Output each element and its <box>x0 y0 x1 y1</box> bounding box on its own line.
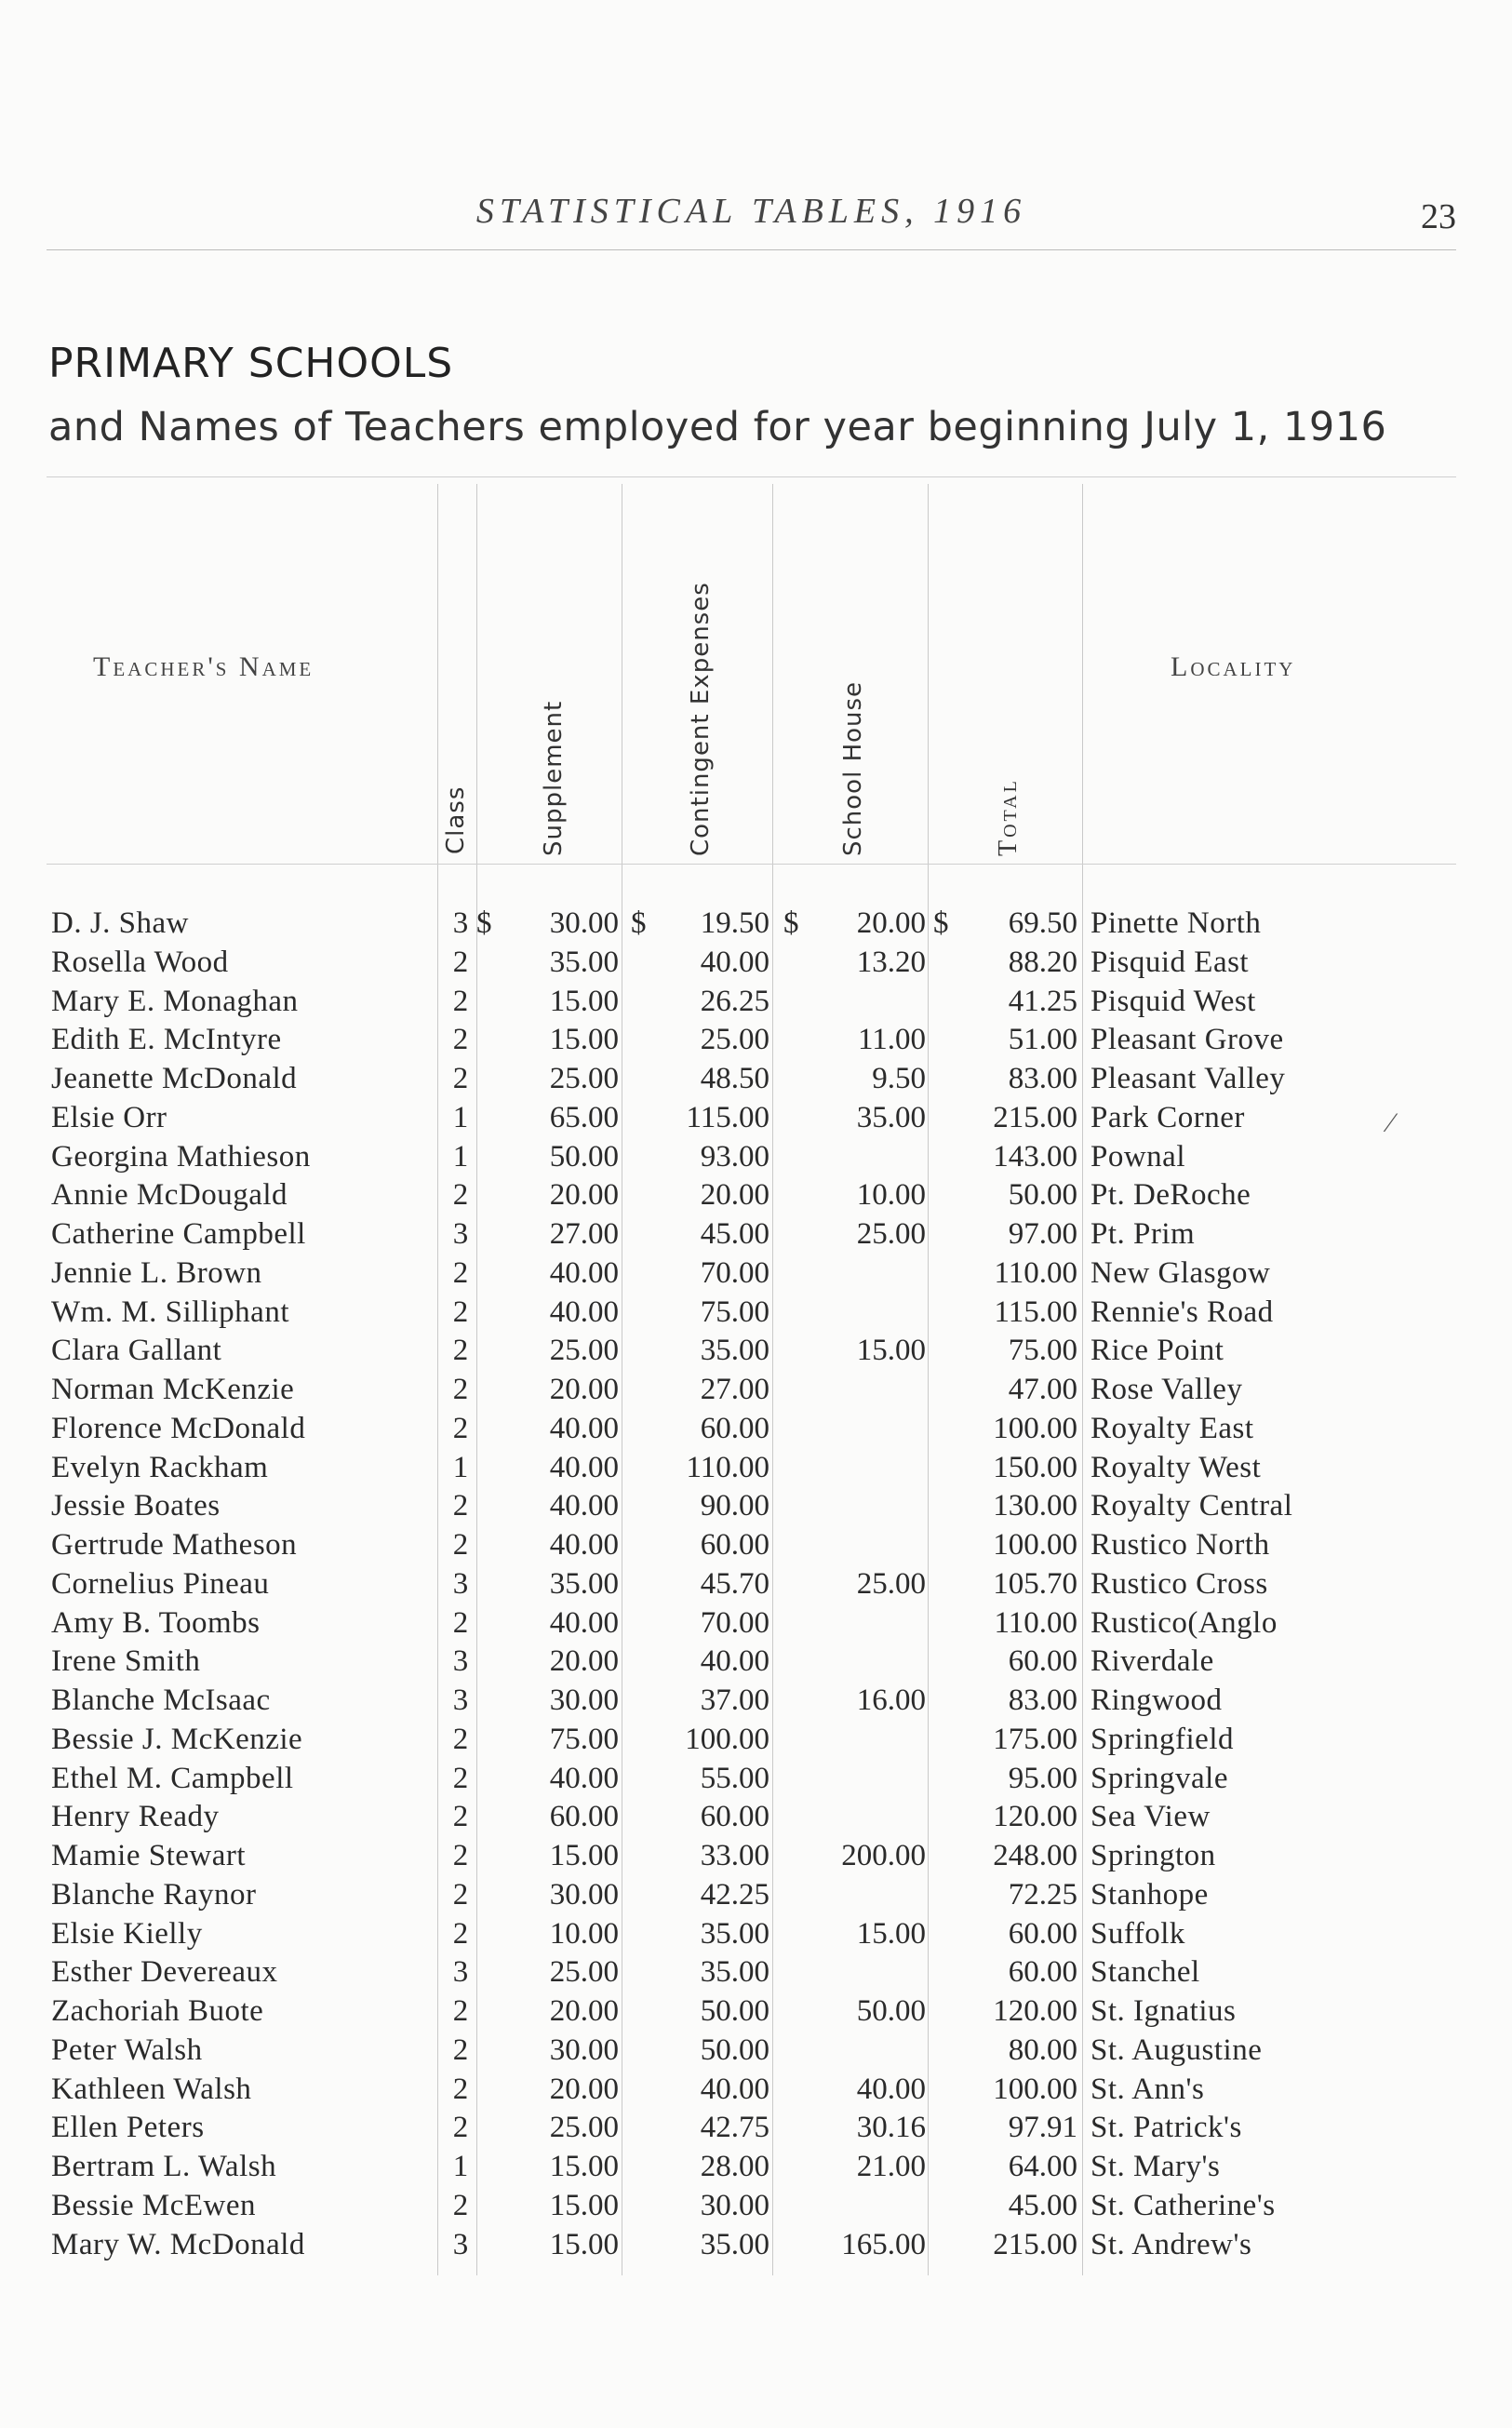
locality-name: Pownal <box>1091 1139 1185 1174</box>
contingent-value: 48.50 <box>700 1062 769 1095</box>
contingent-value: 60.00 <box>700 1528 769 1562</box>
total-value: 83.00 <box>1008 1062 1077 1095</box>
table-row <box>0 1138 1512 1177</box>
total-value: 115.00 <box>994 1294 1077 1329</box>
school-house-value: 165.00 <box>841 2227 926 2261</box>
table-row <box>0 1876 1512 1915</box>
table-row <box>0 2071 1512 2110</box>
class-value: 2 <box>452 1528 469 1562</box>
locality-name: Rose Valley <box>1091 1373 1243 1406</box>
class-value: 2 <box>452 1255 469 1290</box>
locality-name: St. Andrew's <box>1091 2227 1252 2261</box>
locality-name: Springvale <box>1091 1761 1228 1795</box>
supplement-value: 30.00 <box>549 2032 619 2067</box>
supplement-value: 15.00 <box>549 2150 619 2183</box>
contingent-value: 115.00 <box>686 1100 769 1134</box>
total-value: 143.00 <box>993 1139 1077 1174</box>
check-mark: ⁄ <box>1388 1107 1394 1138</box>
table-row <box>0 1060 1512 1099</box>
total-value: 120.00 <box>993 1994 1077 2028</box>
supplement-value: 20.00 <box>549 1373 619 1406</box>
class-value: 2 <box>452 1877 469 1912</box>
total-value: 88.20 <box>1008 945 1077 979</box>
teacher-name: Henry Ready <box>51 1800 220 1834</box>
locality-name: Stanchel <box>1091 1955 1200 1990</box>
supplement-value: 15.00 <box>549 984 619 1018</box>
header-rule <box>47 249 1456 250</box>
teacher-table-body <box>0 905 1512 2264</box>
teacher-name: Mamie Stewart <box>51 1839 247 1872</box>
school-house-value: 15.00 <box>856 1916 926 1951</box>
locality-name: St. Ignatius <box>1091 1994 1237 2028</box>
total-value: 110.00 <box>994 1255 1077 1290</box>
class-value: 2 <box>452 2111 469 2145</box>
class-value: 1 <box>452 1100 469 1134</box>
table-row <box>0 1992 1512 2032</box>
contingent-value: 50.00 <box>700 2032 769 2067</box>
table-row <box>0 1798 1512 1837</box>
locality-name: Rennie's Road <box>1091 1294 1274 1329</box>
class-value: 2 <box>452 984 469 1018</box>
locality-name: Royalty East <box>1091 1411 1254 1445</box>
total-value: 175.00 <box>993 1722 1077 1756</box>
locality-name: Pisquid East <box>1091 945 1250 979</box>
contingent-value: 40.00 <box>700 1644 769 1679</box>
supplement-value: 25.00 <box>549 2111 619 2145</box>
total-value: 100.00 <box>993 1528 1077 1562</box>
contingent-value: 70.00 <box>700 1605 769 1640</box>
class-value: 2 <box>452 1023 469 1057</box>
total-value: 60.00 <box>1008 1644 1077 1679</box>
contingent-value: 35.00 <box>700 1955 769 1990</box>
table-row <box>0 1294 1512 1333</box>
supplement-value: 15.00 <box>549 2227 619 2261</box>
class-value: 3 <box>452 2227 469 2261</box>
class-value: 2 <box>452 2072 469 2106</box>
supplement-value: 30.00 <box>549 1877 619 1912</box>
contingent-value: 100.00 <box>685 1722 769 1756</box>
supplement-value: 40.00 <box>549 1450 619 1484</box>
table-row <box>0 1449 1512 1488</box>
school-house-value: 35.00 <box>856 1100 926 1134</box>
locality-name: Rustico(Anglo <box>1091 1605 1278 1640</box>
class-value: 3 <box>452 1644 469 1679</box>
contingent-value: 35.00 <box>700 1916 769 1951</box>
class-value: 2 <box>452 1294 469 1329</box>
school-house-value: 9.50 <box>872 1062 926 1095</box>
class-value: 1 <box>452 2150 469 2183</box>
contingent-value: 20.00 <box>700 1178 769 1213</box>
locality-name: Royalty Central <box>1091 1489 1293 1523</box>
total-value: 83.00 <box>1008 1684 1077 1717</box>
teacher-name: Norman McKenzie <box>51 1373 295 1406</box>
teacher-name: Peter Walsh <box>51 2032 203 2067</box>
contingent-value: 19.50 <box>700 906 769 940</box>
class-value: 2 <box>452 1373 469 1406</box>
locality-name: Pinette North <box>1091 906 1262 940</box>
locality-name: Rice Point <box>1091 1334 1224 1368</box>
teacher-name: Elsie Kielly <box>51 1916 203 1951</box>
class-value: 2 <box>452 1411 469 1445</box>
class-value: 3 <box>452 1684 469 1717</box>
locality-name: Suffolk <box>1091 1916 1185 1951</box>
teacher-name: Blanche Raynor <box>51 1877 257 1912</box>
contingent-value: 28.00 <box>700 2150 769 2183</box>
table-row <box>0 983 1512 1022</box>
table-row <box>0 1332 1512 1371</box>
locality-name: Springfield <box>1091 1722 1234 1756</box>
teacher-name: Jennie L. Brown <box>51 1255 262 1290</box>
column-header-locality: Locality <box>1171 651 1296 682</box>
dollar-sign-total: $ <box>933 906 949 940</box>
dollar-sign-school: $ <box>783 906 799 940</box>
teacher-name: Edith E. McIntyre <box>51 1023 282 1057</box>
locality-name: Sea View <box>1091 1800 1211 1834</box>
table-row <box>0 2032 1512 2071</box>
heading-subtitle: and Names of Teachers employed for year beginning July 1, 1916 <box>48 404 1387 450</box>
contingent-value: 70.00 <box>700 1255 769 1290</box>
total-value: 72.25 <box>1008 1877 1077 1912</box>
supplement-value: 30.00 <box>549 1684 619 1717</box>
table-row <box>0 905 1512 944</box>
teacher-name: Zachoriah Buote <box>51 1994 264 2028</box>
column-header-supplement: Supplement <box>540 700 568 856</box>
table-row <box>0 1643 1512 1682</box>
total-value: 95.00 <box>1008 1761 1077 1795</box>
class-value: 2 <box>452 1761 469 1795</box>
supplement-value: 40.00 <box>549 1411 619 1445</box>
supplement-value: 30.00 <box>549 906 619 940</box>
teacher-name: Esther Devereaux <box>51 1955 278 1990</box>
supplement-value: 20.00 <box>549 2072 619 2106</box>
contingent-value: 42.25 <box>700 1877 769 1912</box>
total-value: 41.25 <box>1008 984 1077 1018</box>
total-value: 75.00 <box>1008 1334 1077 1368</box>
table-row <box>0 1604 1512 1643</box>
running-head <box>47 191 1456 247</box>
total-value: 248.00 <box>993 1839 1077 1872</box>
teacher-name: Rosella Wood <box>51 945 229 979</box>
locality-name: Rustico Cross <box>1091 1566 1268 1601</box>
total-value: 51.00 <box>1008 1023 1077 1057</box>
teacher-name: Jeanette McDonald <box>51 1062 298 1095</box>
teacher-name: Bessie J. McKenzie <box>51 1722 303 1756</box>
teacher-name: Elsie Orr <box>51 1100 167 1134</box>
supplement-value: 35.00 <box>549 945 619 979</box>
teacher-name: Georgina Mathieson <box>51 1139 311 1174</box>
teacher-name: Gertrude Matheson <box>51 1528 298 1562</box>
supplement-value: 15.00 <box>549 1023 619 1057</box>
contingent-value: 35.00 <box>700 1334 769 1368</box>
total-value: 60.00 <box>1008 1955 1077 1990</box>
locality-name: Pleasant Grove <box>1091 1023 1284 1057</box>
table-row <box>0 2148 1512 2187</box>
total-value: 50.00 <box>1008 1178 1077 1213</box>
supplement-value: 15.00 <box>549 1839 619 1872</box>
supplement-value: 40.00 <box>549 1294 619 1329</box>
contingent-value: 55.00 <box>700 1761 769 1795</box>
contingent-value: 50.00 <box>700 1994 769 2028</box>
column-header-name: Teacher's Name <box>93 651 314 682</box>
total-value: 110.00 <box>994 1605 1077 1640</box>
table-row <box>0 1099 1512 1138</box>
contingent-value: 45.00 <box>700 1217 769 1251</box>
class-value: 2 <box>452 1334 469 1368</box>
running-title: STATISTICAL TABLES, 1916 <box>475 192 1027 231</box>
school-house-value: 11.00 <box>857 1023 926 1057</box>
total-value: 60.00 <box>1008 1916 1077 1951</box>
supplement-value: 40.00 <box>549 1255 619 1290</box>
class-value: 2 <box>452 1994 469 2028</box>
total-value: 150.00 <box>993 1450 1077 1484</box>
school-house-value: 15.00 <box>856 1334 926 1368</box>
supplement-value: 75.00 <box>549 1722 619 1756</box>
school-house-value: 50.00 <box>856 1994 926 2028</box>
teacher-name: Bertram L. Walsh <box>51 2150 277 2183</box>
table-row <box>0 1953 1512 1992</box>
contingent-value: 93.00 <box>700 1139 769 1174</box>
locality-name: St. Catherine's <box>1091 2188 1276 2222</box>
total-value: 47.00 <box>1008 1373 1077 1406</box>
total-value: 97.00 <box>1008 1217 1077 1251</box>
table-row <box>0 1837 1512 1876</box>
locality-name: Ringwood <box>1091 1684 1223 1717</box>
class-value: 2 <box>452 1605 469 1640</box>
supplement-value: 25.00 <box>549 1062 619 1095</box>
teacher-name: Cornelius Pineau <box>51 1566 270 1601</box>
total-value: 215.00 <box>993 1100 1077 1134</box>
locality-name: Royalty West <box>1091 1450 1262 1484</box>
contingent-value: 110.00 <box>686 1450 769 1484</box>
school-house-value: 10.00 <box>856 1178 926 1213</box>
class-value: 2 <box>452 2188 469 2222</box>
table-row <box>0 944 1512 983</box>
class-value: 3 <box>452 1955 469 1990</box>
column-header-contingent: Contingent Expenses <box>687 582 715 856</box>
table-row <box>0 1254 1512 1294</box>
locality-name: St. Mary's <box>1091 2150 1221 2183</box>
dollar-sign-contingent: $ <box>631 906 647 940</box>
school-house-value: 40.00 <box>856 2072 926 2106</box>
school-house-value: 16.00 <box>856 1684 926 1717</box>
page-number: 23 <box>1421 197 1456 236</box>
table-row <box>0 1565 1512 1604</box>
contingent-value: 60.00 <box>700 1411 769 1445</box>
supplement-value: 65.00 <box>549 1100 619 1134</box>
total-value: 69.50 <box>1008 906 1077 940</box>
class-value: 2 <box>452 1839 469 1872</box>
locality-name: Pleasant Valley <box>1091 1062 1286 1095</box>
table-row <box>0 1915 1512 1954</box>
table-row <box>0 1760 1512 1799</box>
total-value: 120.00 <box>993 1800 1077 1834</box>
total-value: 97.91 <box>1008 2111 1077 2145</box>
contingent-value: 30.00 <box>700 2188 769 2222</box>
locality-name: Pisquid West <box>1091 984 1256 1018</box>
teacher-name: Annie McDougald <box>51 1178 288 1213</box>
school-house-value: 25.00 <box>856 1217 926 1251</box>
table-top-rule <box>47 476 1456 477</box>
teacher-name: Ethel M. Campbell <box>51 1761 294 1795</box>
contingent-value: 60.00 <box>700 1800 769 1834</box>
locality-name: Pt. Prim <box>1091 1217 1196 1251</box>
locality-name: Pt. DeRoche <box>1091 1178 1251 1213</box>
contingent-value: 25.00 <box>700 1023 769 1057</box>
contingent-value: 75.00 <box>700 1294 769 1329</box>
supplement-value: 25.00 <box>549 1334 619 1368</box>
column-header-class: Class <box>442 785 470 854</box>
contingent-value: 37.00 <box>700 1684 769 1717</box>
locality-name: St. Ann's <box>1091 2072 1205 2106</box>
total-value: 64.00 <box>1008 2150 1077 2183</box>
locality-name: Riverdale <box>1091 1644 1214 1679</box>
school-house-value: 13.20 <box>856 945 926 979</box>
supplement-value: 15.00 <box>549 2188 619 2222</box>
locality-name: Rustico North <box>1091 1528 1270 1562</box>
supplement-value: 35.00 <box>549 1566 619 1601</box>
supplement-value: 25.00 <box>549 1955 619 1990</box>
locality-name: St. Augustine <box>1091 2032 1263 2067</box>
dollar-sign-supplement: $ <box>476 906 492 940</box>
class-value: 2 <box>452 1489 469 1523</box>
class-value: 2 <box>452 1800 469 1834</box>
teacher-name: Evelyn Rackham <box>51 1450 269 1484</box>
total-value: 45.00 <box>1008 2188 1077 2222</box>
school-house-value: 30.16 <box>856 2111 926 2145</box>
table-row <box>0 1682 1512 1721</box>
table-row <box>0 2226 1512 2265</box>
teacher-name: Wm. M. Silliphant <box>51 1294 289 1329</box>
teacher-name: Clara Gallant <box>51 1334 222 1368</box>
locality-name: Stanhope <box>1091 1877 1209 1912</box>
table-row <box>0 2187 1512 2226</box>
teacher-name: Irene Smith <box>51 1644 201 1679</box>
supplement-value: 60.00 <box>549 1800 619 1834</box>
total-value: 80.00 <box>1008 2032 1077 2067</box>
table-row <box>0 1021 1512 1060</box>
locality-name: Park Corner <box>1091 1100 1245 1134</box>
teacher-name: Bessie McEwen <box>51 2188 257 2222</box>
table-row <box>0 1215 1512 1254</box>
teacher-name: Blanche McIsaac <box>51 1684 271 1717</box>
class-value: 1 <box>452 1450 469 1484</box>
class-value: 3 <box>452 906 469 940</box>
heading-title: PRIMARY SCHOOLS <box>48 340 454 387</box>
table-heading <box>48 340 1386 450</box>
table-header-rule <box>47 864 1456 865</box>
locality-name: New Glasgow <box>1091 1255 1271 1290</box>
class-value: 1 <box>452 1139 469 1174</box>
table-row <box>0 1526 1512 1565</box>
class-value: 2 <box>452 1062 469 1095</box>
teacher-name: Catherine Campbell <box>51 1217 306 1251</box>
table-row <box>0 1721 1512 1760</box>
supplement-value: 10.00 <box>549 1916 619 1951</box>
class-value: 2 <box>452 1916 469 1951</box>
contingent-value: 40.00 <box>700 2072 769 2106</box>
class-value: 2 <box>452 945 469 979</box>
contingent-value: 42.75 <box>700 2111 769 2145</box>
teacher-name: D. J. Shaw <box>51 906 190 940</box>
total-value: 215.00 <box>993 2227 1077 2261</box>
teacher-name: Ellen Peters <box>51 2111 205 2145</box>
supplement-value: 40.00 <box>549 1605 619 1640</box>
school-house-value: 200.00 <box>841 1839 926 1872</box>
teacher-name: Jessie Boates <box>51 1489 221 1523</box>
locality-name: St. Patrick's <box>1091 2111 1242 2145</box>
total-value: 105.70 <box>993 1566 1077 1601</box>
teacher-name: Mary E. Monaghan <box>51 984 299 1018</box>
class-value: 2 <box>452 1722 469 1756</box>
locality-name: Springton <box>1091 1839 1216 1872</box>
supplement-value: 40.00 <box>549 1761 619 1795</box>
contingent-value: 40.00 <box>700 945 769 979</box>
table-row <box>0 1371 1512 1410</box>
supplement-value: 20.00 <box>549 1178 619 1213</box>
total-value: 130.00 <box>993 1489 1077 1523</box>
total-value: 100.00 <box>993 1411 1077 1445</box>
school-house-value: 20.00 <box>856 906 926 940</box>
table-row <box>0 1176 1512 1215</box>
teacher-name: Kathleen Walsh <box>51 2072 252 2106</box>
school-house-value: 21.00 <box>856 2150 926 2183</box>
supplement-value: 20.00 <box>549 1644 619 1679</box>
supplement-value: 27.00 <box>549 1217 619 1251</box>
table-row <box>0 1487 1512 1526</box>
column-header-total: Total <box>994 778 1023 856</box>
supplement-value: 50.00 <box>549 1139 619 1174</box>
supplement-value: 20.00 <box>549 1994 619 2028</box>
class-value: 3 <box>452 1566 469 1601</box>
contingent-value: 26.25 <box>700 984 769 1018</box>
supplement-value: 40.00 <box>549 1489 619 1523</box>
teacher-name: Florence McDonald <box>51 1411 306 1445</box>
supplement-value: 40.00 <box>549 1528 619 1562</box>
class-value: 2 <box>452 2032 469 2067</box>
teacher-name: Amy B. Toombs <box>51 1605 261 1640</box>
school-house-value: 25.00 <box>856 1566 926 1601</box>
teacher-name: Mary W. McDonald <box>51 2227 305 2261</box>
class-value: 3 <box>452 1217 469 1251</box>
table-row <box>0 2109 1512 2148</box>
contingent-value: 33.00 <box>700 1839 769 1872</box>
class-value: 2 <box>452 1178 469 1213</box>
contingent-value: 45.70 <box>700 1566 769 1601</box>
contingent-value: 90.00 <box>700 1489 769 1523</box>
column-header-school-house: School House <box>839 680 867 856</box>
contingent-value: 35.00 <box>700 2227 769 2261</box>
total-value: 100.00 <box>993 2072 1077 2106</box>
table-row <box>0 1410 1512 1449</box>
contingent-value: 27.00 <box>700 1373 769 1406</box>
